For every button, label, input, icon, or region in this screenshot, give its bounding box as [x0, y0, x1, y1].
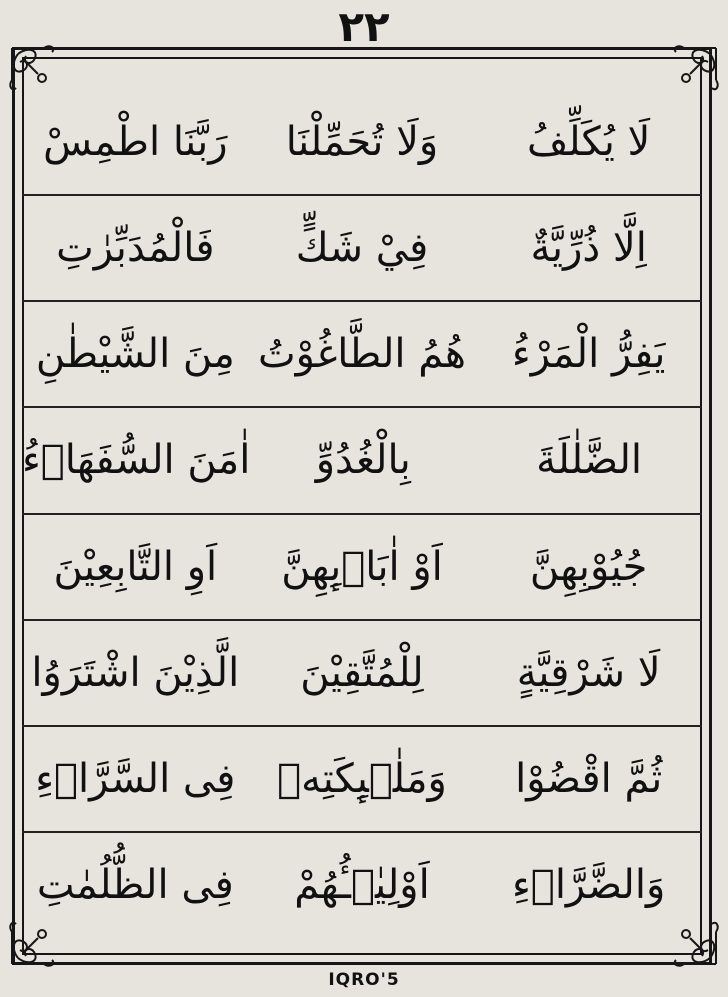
table-row [22, 90, 702, 196]
arabic-word: هُمُ الطَّاغُوْتُ [258, 331, 466, 378]
arabic-word: مِنَ الشَّيْطٰنِ [35, 331, 235, 378]
table-row [22, 833, 702, 937]
page-number: ٢٢ [338, 2, 390, 51]
arabic-word: فِى الظُّلُمٰتِ [36, 861, 234, 908]
book-title-footer: IQRO'5 [328, 970, 400, 990]
arabic-word: لَا شَرْقِيَّةٍ [516, 649, 661, 696]
table-row [22, 196, 702, 302]
arabic-word: فَالْمُدَبِّرٰتِ [56, 225, 215, 272]
arabic-word: وَلَا تُحَمِّلْنَا [285, 119, 439, 166]
arabic-word: لَا يُكَلِّفُ [526, 119, 651, 166]
arabic-word: اَوْلِيٰۤـُٔهُمْ [294, 861, 430, 908]
table-row [22, 727, 702, 833]
arabic-word: جُيُوْبِهِنَّ [529, 543, 648, 590]
arabic-word: بِالْغُدُوِّ [315, 437, 411, 484]
table-row [22, 302, 702, 408]
arabic-word: يَفِرُّ الْمَرْءُ [511, 331, 666, 378]
arabic-word: اٰمَنَ السُّفَهَاۤءُ [21, 437, 251, 484]
arabic-word: فِيْ شَكٍّ [295, 225, 429, 272]
arabic-word: وَمَلٰۤىِٕكَتِهٖ [277, 755, 447, 802]
arabic-word: اَوْ اٰبَاۤىِٕهِنَّ [281, 543, 443, 590]
arabic-word: وَالضَّرَّاۤءِ [512, 861, 666, 908]
arabic-word: ثُمَّ اقْضُوْا [515, 755, 663, 802]
arabic-word: الَّذِيْنَ اشْتَرَوُا [31, 649, 240, 696]
arabic-word: اَوِ التَّابِعِيْنَ [53, 543, 218, 590]
arabic-word: الضَّلٰلَةَ [536, 437, 643, 484]
arabic-word: رَبَّنَا اطْمِسْ [43, 119, 228, 166]
table-row [22, 408, 702, 514]
word-table [22, 90, 702, 937]
arabic-word: لِلْمُتَّقِيْنَ [300, 649, 424, 696]
table-row [22, 515, 702, 621]
arabic-word: اِلَّا ذُرِّيَّةٌ [530, 225, 647, 272]
table-row [22, 621, 702, 727]
arabic-word: فِى السَّرَّاۤءِ [35, 755, 236, 802]
